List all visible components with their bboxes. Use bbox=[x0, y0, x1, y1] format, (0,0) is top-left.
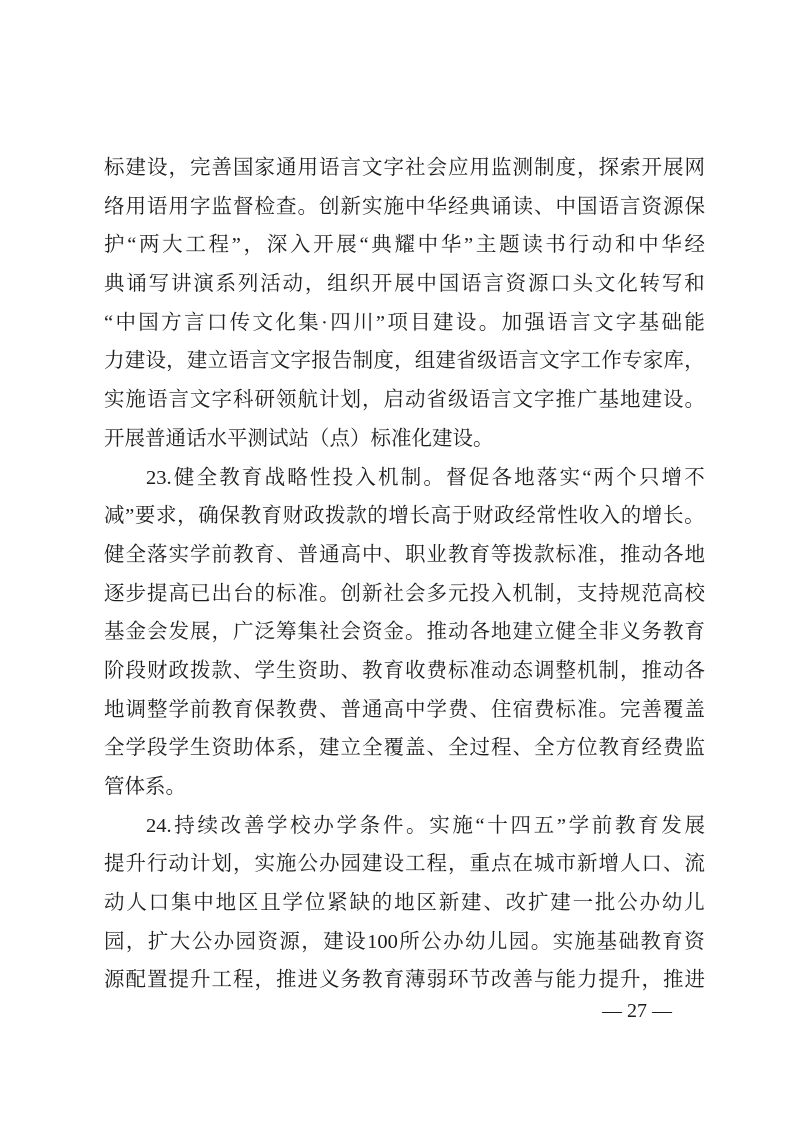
text-line: 络 用 语 用 字 监 督 检 查 。 创 新 实 施 中 华 经 典 诵 读 、 中 国 语 言 资 源 保 bbox=[104, 195, 705, 218]
text-line: 动 人 口 集 中 地 区 且 学 位 紧 缺 的 地 区 新 建 、 改 扩 建 一 批 公 办 幼 儿 bbox=[104, 892, 705, 915]
page-number-text: — 27 — bbox=[602, 1000, 672, 1022]
text-line: “ 中 国 方 言 口 传 文 化 集 · 四 川 ” 项 目 建 设 。 加 强 语 言 文 字 基 础 能 bbox=[104, 311, 705, 334]
text-line: 标 建 设 ， 完 善 国 家 通 用 语 言 文 字 社 会 应 用 监 测 制 度 ， 探 索 开 展 网 bbox=[104, 157, 705, 179]
document-body bbox=[104, 149, 705, 1000]
text-line: 提 升 行 动 计 划 ， 实 施 公 办 园 建 设 工 程 ， 重 点 在 城 市 新 增 人 口 、 流 bbox=[104, 853, 705, 876]
text-line: 健 全 落 实 学 前 教 育 、 普 通 高 中 、 职 业 教 育 等 拨 款 标 准 ， 推 动 各 地 bbox=[104, 543, 705, 566]
page-number bbox=[602, 998, 672, 1024]
text-line: 园 ， 扩 大 公 办 园 资 源 ， 建 设 100 所 公 办 幼 儿 园 。 实 施 基 础 教 育 资 bbox=[104, 930, 705, 953]
text-line: 护 “ 两 大 工 程 ” ， 深 入 开 展 “ 典 耀 中 华 ” 主 题 读 书 行 动 和 中 华 经 bbox=[104, 234, 705, 257]
paragraph-item-24 bbox=[104, 807, 705, 1000]
text-line: 管体系。 bbox=[104, 776, 186, 798]
text-line: 基 金 会 发 展 ， 广 泛 筹 集 社 会 资 金 。 推 动 各 地 建 立 健 全 非 义 务 教 育 bbox=[104, 621, 705, 644]
paragraph-item-23 bbox=[104, 459, 705, 807]
text-line: 力 建 设 ， 建 立 语 言 文 字 报 告 制 度 ， 组 建 省 级 语 言 文 字 工 作 专 家 库 ， bbox=[104, 350, 705, 373]
text-line: 减 ” 要 求 ， 确 保 教 育 财 政 拨 款 的 增 长 高 于 财 政 经 常 性 收 入 的 增 长 。 bbox=[104, 505, 705, 528]
text-line: 开展普通话水平测试站（点）标准化建设。 bbox=[104, 427, 494, 450]
text-line: 源 配 置 提 升 工 程 ， 推 进 义 务 教 育 薄 弱 环 节 改 善 与 能 力 提 升 ， 推 进 bbox=[104, 969, 705, 992]
text-line: 全 学 段 学 生 资 助 体 系 ， 建 立 全 覆 盖 、 全 过 程 、 全 方 位 教 育 经 费 监 bbox=[104, 737, 705, 760]
text-line: 24. 持 续 改 善 学 校 办 学 条 件 。 实 施 “ 十 四 五 ” 学 前 教 育 发 展 bbox=[146, 814, 705, 837]
text-line: 典 诵 写 讲 演 系 列 活 动 ， 组 织 开 展 中 国 语 言 资 源 口 头 文 化 转 写 和 bbox=[104, 273, 705, 296]
text-line: 逐 步 提 高 已 出 台 的 标 准 。 创 新 社 会 多 元 投 入 机 制 ， 支 持 规 范 高 校 bbox=[104, 582, 705, 605]
text-line: 23. 健 全 教 育 战 略 性 投 入 机 制 。 督 促 各 地 落 实 “ 两 个 只 增 不 bbox=[146, 466, 705, 489]
text-line: 实 施 语 言 文 字 科 研 领 航 计 划 ， 启 动 省 级 语 言 文 字 推 广 基 地 建 设 。 bbox=[104, 389, 705, 412]
text-line: 地 调 整 学 前 教 育 保 教 费 、 普 通 高 中 学 费 、 住 宿 费 标 准 。 完 善 覆 盖 bbox=[104, 698, 705, 721]
text-line: 阶 段 财 政 拨 款 、 学 生 资 助 、 教 育 收 费 标 准 动 态 调 整 机 制 ， 推 动 各 bbox=[104, 659, 705, 682]
paragraph-continuation bbox=[104, 149, 705, 459]
